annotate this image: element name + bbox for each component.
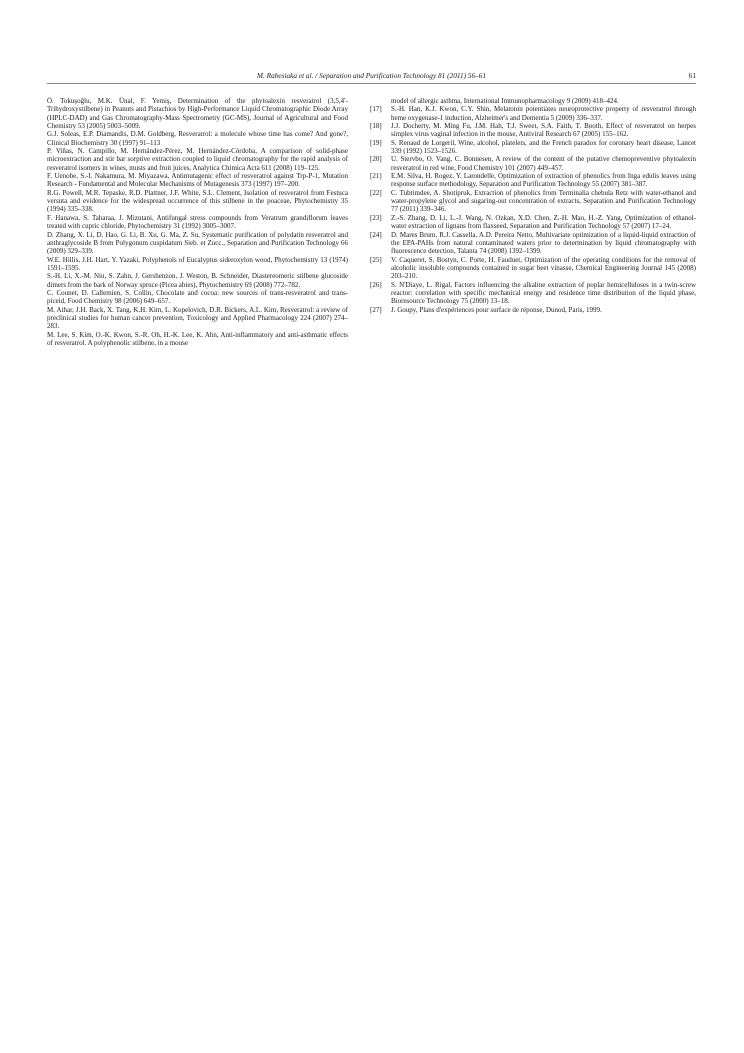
- reference-text: S. Renaud de Lorgeril, Wine, alcohol, platelets, and the French paradox for coronary heart disease, Lancet 339 (1992) 1523–1526.: [391, 138, 696, 156]
- reference-entry: [370, 139, 696, 156]
- reference-text: S.-H. Han, K.J. Kwon, C.Y. Shin, Melatonin potentiates neuroprotective property of resveratrol through heme oxygenase-1 induction, Alzheimer's and Dementia 5 (2009) 336–337.: [391, 105, 696, 122]
- reference-entry: [47, 172, 348, 189]
- reference-number: [20]: [370, 155, 382, 164]
- reference-entry: [370, 97, 696, 105]
- reference-entry: [47, 289, 348, 306]
- reference-entry: [47, 189, 348, 214]
- reference-entry: [47, 306, 348, 331]
- reference-number: [25]: [370, 255, 382, 264]
- reference-number: [23]: [370, 213, 382, 222]
- reference-number: [24]: [370, 230, 382, 239]
- reference-entry: [47, 130, 348, 147]
- reference-text: S.-H. Li, X.-M. Niu, S. Zahn, J. Gershenzon, J. Weston, B. Schneider, Diastereomeric stilbene glucoside dimers from the bark of Norway spruce (Picea abies), Phytochemistry 69 (2008) 772–782.: [47, 272, 348, 289]
- reference-entry: [370, 306, 696, 314]
- reference-text: E.M. Silva, H. Rogez, Y. Larondelle, Optimization of extraction of phenolics from Inga edulis leaves using response surface methodology, Separation and Purification Technology 55 (2007) 381–387.: [391, 172, 696, 189]
- reference-text: C. Counet, D. Callemien, S. Collin, Chocolate and cocoa: new sources of trans-resveratrol and trans-piceid, Food Chemistry 98 (2006) 649–657.: [47, 288, 348, 306]
- reference-text: F. Hanawa, S. Taharaa, J. Mizutani, Antifungal stress compounds from Veratrum grandiflorum leaves treated with cupric chloride, Phytochemistry 31 (1992) 3005–3007.: [47, 213, 348, 231]
- reference-entry: [47, 256, 348, 273]
- reference-text: D. Zhang, X. Li, D. Hao, G. Li, B. Xu, G. Ma, Z. Su, Systematic purification of polydatin resveratrol and anthraglycoside B from Polygonum cuspidatum Sieb. et Zucc., Separation and Purification Technology 66 (2009) 329–339.: [47, 230, 348, 256]
- reference-entry: [370, 189, 696, 214]
- page-header: [47, 70, 696, 82]
- reference-number: [27]: [370, 305, 382, 314]
- reference-entry: [370, 214, 696, 231]
- reference-entry: [47, 97, 348, 130]
- references-left-column: [47, 97, 348, 347]
- reference-text: M. Lee, S. Kim, O.-K. Kwon, S.-R. Oh, H.-K. Lee, K. Ahn, Anti-inflammatory and anti-asthmatic effects of resveratrol. A polyphenolic stilbene, in a mouse: [47, 330, 348, 347]
- reference-text: P. Viñas, N. Campillo, M. Hernández-Pérez, M. Hernández-Córdoba, A comparison of solid-phase microextraction and stir bar sorptive extraction coupled to liquid chromatography for the rapid analysis of resveratrol isomers in wines, musts and fruit juices, Analytica Chimica Acta 611 (2008) 119–125.: [47, 147, 348, 172]
- reference-text: F. Uenobe, S.-I. Nakamura, M. Miyazawa, Antimutagenic effect of resveratrol against Trp-P-1, Mutation Research - Fundamental and Molecular Mechanisms of Mutagenesis 373 (1997) 197–200.: [47, 172, 348, 189]
- reference-entry: [47, 331, 348, 348]
- references-right-column: [370, 97, 696, 314]
- reference-entry: [370, 231, 696, 256]
- reference-entry: [47, 231, 348, 256]
- reference-entry: [47, 147, 348, 172]
- reference-number: [17]: [370, 105, 382, 114]
- reference-text: M. Athar, J.H. Back, X. Tang, K.H. Kim, L. Kopelovich, D.R. Bickers, A.L. Kim, Resveratrol: a review of preclinical studies for human cancer prevention, Toxicology and Applied Pharmacology 224 (2007) 274–283.: [47, 305, 348, 331]
- reference-text: V. Caqueret, S. Bostyn, C. Porte, H. Fauduet, Optimization of the operating conditions for the removal of alcoholic insoluble compounds contained in sugar beet vinasse, Chemical Engineering Journal 145 (2008) 203–210.: [391, 255, 696, 281]
- reference-text: Ö. Tokuşoğlu, M.K. Ünal, F. Yemiş, Determination of the phytoalexin resveratrol (3,5,4′-Trihydroxystilbene) in Peanuts and Pistachios by High-Performance Liquid Chromatographic Diode Array (HPLC-DAD) and Gas Chromatography-Mass Spectrometry (GC-MS), Journal of Agricultural and Food Chemistry 53 (2005) 5003–5009.: [47, 97, 348, 131]
- reference-number: [18]: [370, 122, 382, 131]
- reference-number: [26]: [370, 280, 382, 289]
- reference-number: [19]: [370, 138, 382, 147]
- reference-entry: [47, 272, 348, 289]
- reference-text: U. Stervbo, O. Vang, C. Bonnesen, A review of the content of the putative chemopreventive phytoalexin resveratrol in red wine, Food Chemistry 101 (2007) 449–457.: [391, 155, 696, 172]
- journal-citation: M. Rabesiaka et al. / Separation and Purification Technology 81 (2011) 56–61: [256, 71, 487, 80]
- reference-number: [21]: [370, 172, 382, 181]
- reference-text: J.J. Docherty, M. Ming Fu, J.M. Hah, T.J. Sweet, S.A. Faith, T. Booth, Effect of resveratrol on herpes simplex virus vaginal infection in the mouse, Antiviral Research 67 (2005) 155–162.: [391, 122, 696, 139]
- reference-entry: [370, 281, 696, 306]
- reference-text: R.G. Powell, M.R. Tepaske, R.D. Plattner, J.F. White, S.L. Clement, Isolation of resveratrol from Festuca versuta and evidence for the widespread occurrence of this stilbene in the poaceae, Phytochemistry 35 (1994) 335–338.: [47, 188, 348, 214]
- reference-entry: [370, 155, 696, 172]
- reference-entry: [47, 214, 348, 231]
- reference-text: model of allergic asthma, International Immunopharmacology 9 (2009) 418–424.: [391, 97, 619, 105]
- reference-text: Z.-S. Zhang, D. Li, L.-J. Wang, N. Ozkan, X.D. Chen, Z.-H. Mao, H.-Z. Yang, Optimization of ethanol-water extraction of lignans from flaxseed, Separation and Purification Technology 57 (2007) 17–24.: [391, 213, 696, 231]
- reference-text: D. Mares Brum, R.J. Cassella, A.D. Pereira Netto, Multivariate optimization of a liquid-liquid extraction of the EPA-PAHs from natural contaminated waters prior to determination by liquid chromatography with fluorescence detection, Talanta 74 (2008) 1392–1399.: [391, 230, 696, 256]
- reference-entry: [370, 256, 696, 281]
- reference-entry: [370, 105, 696, 122]
- reference-entry: [370, 122, 696, 139]
- reference-text: S. N'Diaye, L. Rigal, Factors influencing the alkaline extraction of poplar hemicelluloses in a twin-screw reactor: correlation with specific mechanical energy and residence time distribution of the liquid phase, Bioresource Technology 75 (2000) 13–18.: [391, 280, 696, 306]
- reference-text: W.E. Hillis, J.H. Hart, Y. Yazaki, Polyphenols of Eucalyptus sideroxylon wood, Phytochemistry 13 (1974) 1591–1595.: [47, 255, 348, 272]
- reference-number: [22]: [370, 188, 382, 197]
- reference-text: G.J. Soleas, E.P. Diamandis, D.M. Goldberg, Resveratrol: a molecule whose time has come? And gone?, Clinical Biochemistry 30 (1997) 91–113: [47, 130, 348, 147]
- header-rule: [47, 83, 696, 84]
- reference-text: C. Tubtimdee, A. Shotipruk, Extraction of phenolics from Terminalia chebula Retz with water-ethanol and water-propylene glycol and sugaring-out concentration of extracts, Separation and Purification Technology 77 (2011) 339–346.: [391, 188, 696, 214]
- page-number: 61: [688, 71, 696, 80]
- reference-text: J. Goupy, Plans d'expériences pour surface de réponse, Dunod, Paris, 1999.: [391, 305, 602, 314]
- reference-entry: [370, 172, 696, 189]
